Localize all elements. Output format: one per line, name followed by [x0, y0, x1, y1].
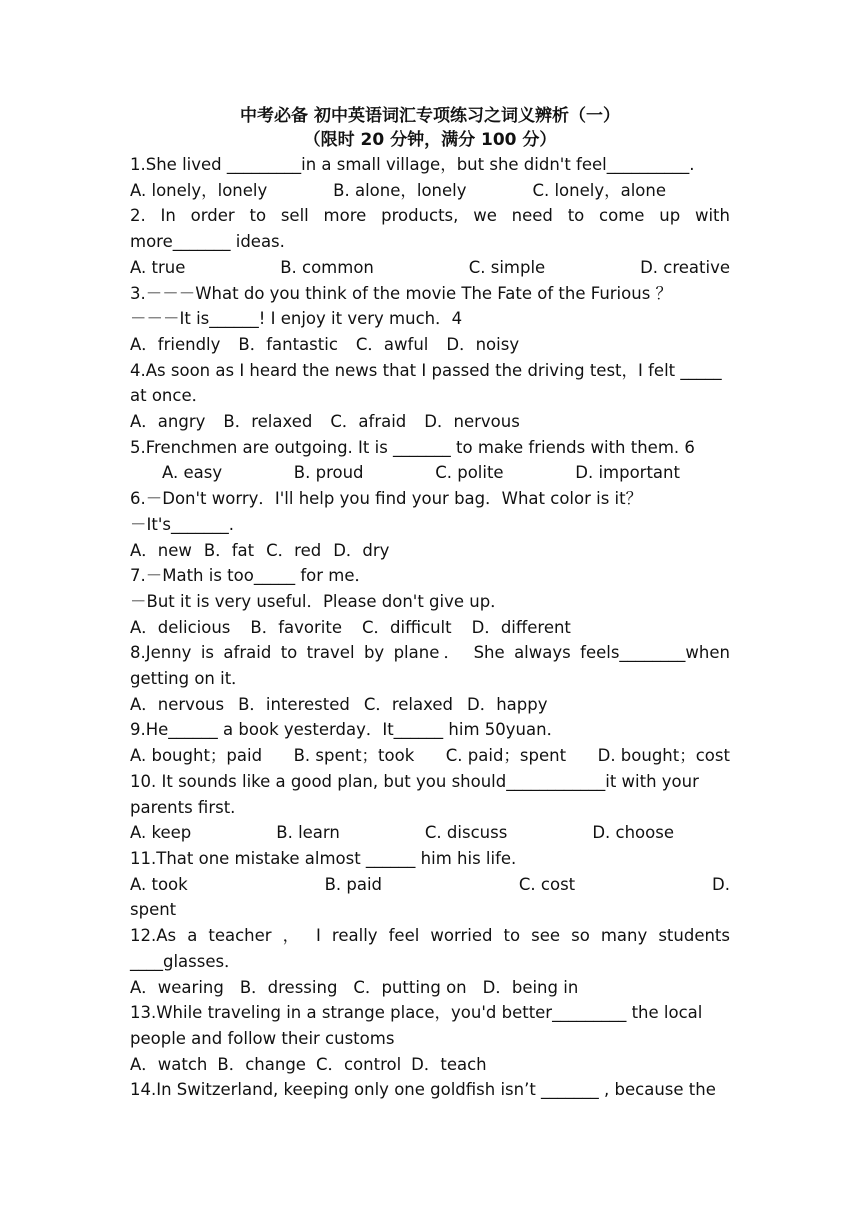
- option-c: C. cost: [518, 874, 576, 894]
- page-subtitle: （限时 20 分钟，满分 100 分）: [303, 130, 557, 150]
- question-4-stem-cont: at once．: [130, 386, 209, 406]
- question-11-stem: 11.That one mistake almost ______ him his life.: [130, 848, 517, 868]
- question-13-options: [130, 1052, 730, 1078]
- option-b: B. spent；took: [293, 746, 415, 766]
- question-12-stem-cont: ____glasses．: [130, 951, 241, 971]
- option-c: C．putting on: [353, 977, 467, 997]
- question-8-stem: 8.Jenny is afraid to travel by plane． She always feels________when: [130, 643, 730, 663]
- option-d: D. bought；cost: [597, 746, 730, 766]
- option-a: A. lonely，lonely: [130, 180, 268, 200]
- option-b: B．fantastic: [238, 334, 338, 354]
- question-3-stem: 3.－－－What do you think of the movie The Fate of the Furious ？: [130, 283, 673, 303]
- question-10-stem-cont: parents first.: [130, 797, 236, 817]
- option-c: C．afraid: [330, 412, 407, 432]
- option-d: D.: [712, 874, 730, 894]
- question-9-options: [130, 743, 730, 769]
- question-1-options: [130, 178, 730, 204]
- option-d: D．dry: [333, 540, 390, 560]
- page-title: 中考必备 初中英语词汇专项练习之词义辨析（一）: [240, 106, 620, 126]
- option-c: C．control: [315, 1054, 402, 1074]
- question-10-options: [130, 820, 730, 846]
- option-a: A. took: [130, 874, 188, 894]
- question-10-stem: 10. It sounds like a good plan, but you should____________it with your: [130, 771, 699, 791]
- option-b: B．favorite: [250, 617, 342, 637]
- question-2-stem-cont: more_______ ideas.: [130, 232, 285, 252]
- question-7-stem-cont: －But it is very useful．Please don't give up．: [130, 591, 507, 611]
- option-b: B. proud: [293, 463, 364, 483]
- option-a: A. bought；paid: [130, 746, 263, 766]
- option-b: B．change: [217, 1054, 306, 1074]
- option-c: C. simple: [468, 257, 546, 277]
- question-6-stem: 6.－Don't worry．I'll help you find your bag．What color is it？: [130, 489, 643, 509]
- question-7-options: [130, 615, 730, 641]
- option-b: B. paid: [324, 874, 383, 894]
- option-b: B. learn: [276, 823, 340, 843]
- question-3-options: [130, 332, 730, 358]
- option-a: A．delicious: [130, 617, 231, 637]
- option-a: A. keep: [130, 823, 192, 843]
- question-6-stem-cont: －It's_______.: [130, 514, 234, 534]
- question-8-options: [130, 692, 730, 718]
- option-a: A．angry: [130, 412, 206, 432]
- option-c: C. lonely，alone: [532, 180, 666, 200]
- option-a: A. easy: [162, 463, 223, 483]
- option-d: D．being in: [482, 977, 579, 997]
- option-d: D．different: [471, 617, 571, 637]
- option-d: D．happy: [467, 694, 548, 714]
- option-d: D. choose: [592, 823, 674, 843]
- option-b: B．dressing: [239, 977, 338, 997]
- question-13-stem-cont: people and follow their customs: [130, 1028, 395, 1048]
- option-c: C．red: [266, 540, 322, 560]
- option-d: D．nervous: [424, 412, 520, 432]
- question-1-stem: 1.She lived _________in a small village，but she didn't feel__________.: [130, 155, 695, 174]
- option-a: A．nervous: [130, 694, 225, 714]
- worksheet-page: [130, 104, 730, 1103]
- option-d: D. creative: [640, 257, 730, 277]
- option-b: B．interested: [238, 694, 350, 714]
- option-c: C. paid；spent: [445, 746, 567, 766]
- question-3-stem-cont: －－－It is______! I enjoy it very much．4: [130, 309, 463, 329]
- question-13-stem: 13.While traveling in a strange place，you'd better_________ the local: [130, 1003, 703, 1023]
- option-d: D. important: [575, 463, 680, 483]
- option-d: D．noisy: [446, 334, 520, 354]
- option-a: A．friendly: [130, 334, 221, 354]
- question-12-stem: 12.As a teacher ， I really feel worried to see so many students: [130, 926, 730, 946]
- option-c: C. discuss: [424, 823, 508, 843]
- question-8-stem-cont: getting on it．: [130, 669, 248, 689]
- question-7-stem: 7.－Math is too_____ for me．: [130, 566, 371, 586]
- option-a: A．new: [130, 540, 192, 560]
- question-2-options: [130, 255, 730, 281]
- option-a: A．wearing: [130, 977, 224, 997]
- option-b: B. alone，lonely: [333, 180, 467, 200]
- option-b: B．relaxed: [223, 412, 313, 432]
- option-c: C．difficult: [361, 617, 452, 637]
- option-c: C. polite: [435, 463, 504, 483]
- question-6-options: [130, 538, 730, 564]
- question-4-options: [130, 409, 730, 435]
- question-5-stem: 5.Frenchmen are outgoing. It is _______ to make friends with them. 6: [130, 437, 695, 457]
- option-c: C．relaxed: [363, 694, 454, 714]
- option-d: D．teach: [411, 1054, 487, 1074]
- question-4-stem: 4.As soon as I heard the news that I passed the driving test，I felt _____: [130, 360, 722, 380]
- option-c: C．awful: [355, 334, 429, 354]
- option-b: B. common: [280, 257, 374, 277]
- option-a: A. true: [130, 257, 186, 277]
- option-a: A．watch: [130, 1054, 208, 1074]
- question-11-options: [130, 872, 730, 898]
- question-11-option-d-wrap: spent: [130, 900, 177, 920]
- question-14-stem: 14.In Switzerland, keeping only one goldfish isn’t _______ , because the: [130, 1080, 716, 1100]
- question-9-stem: 9.He______ a book yesterday．It______ him 50yuan．: [130, 720, 564, 740]
- question-12-options: [130, 975, 730, 1001]
- option-b: B．fat: [203, 540, 255, 560]
- question-5-options: [130, 460, 730, 486]
- question-2-stem: 2. In order to sell more products, we need to come up with: [130, 206, 730, 226]
